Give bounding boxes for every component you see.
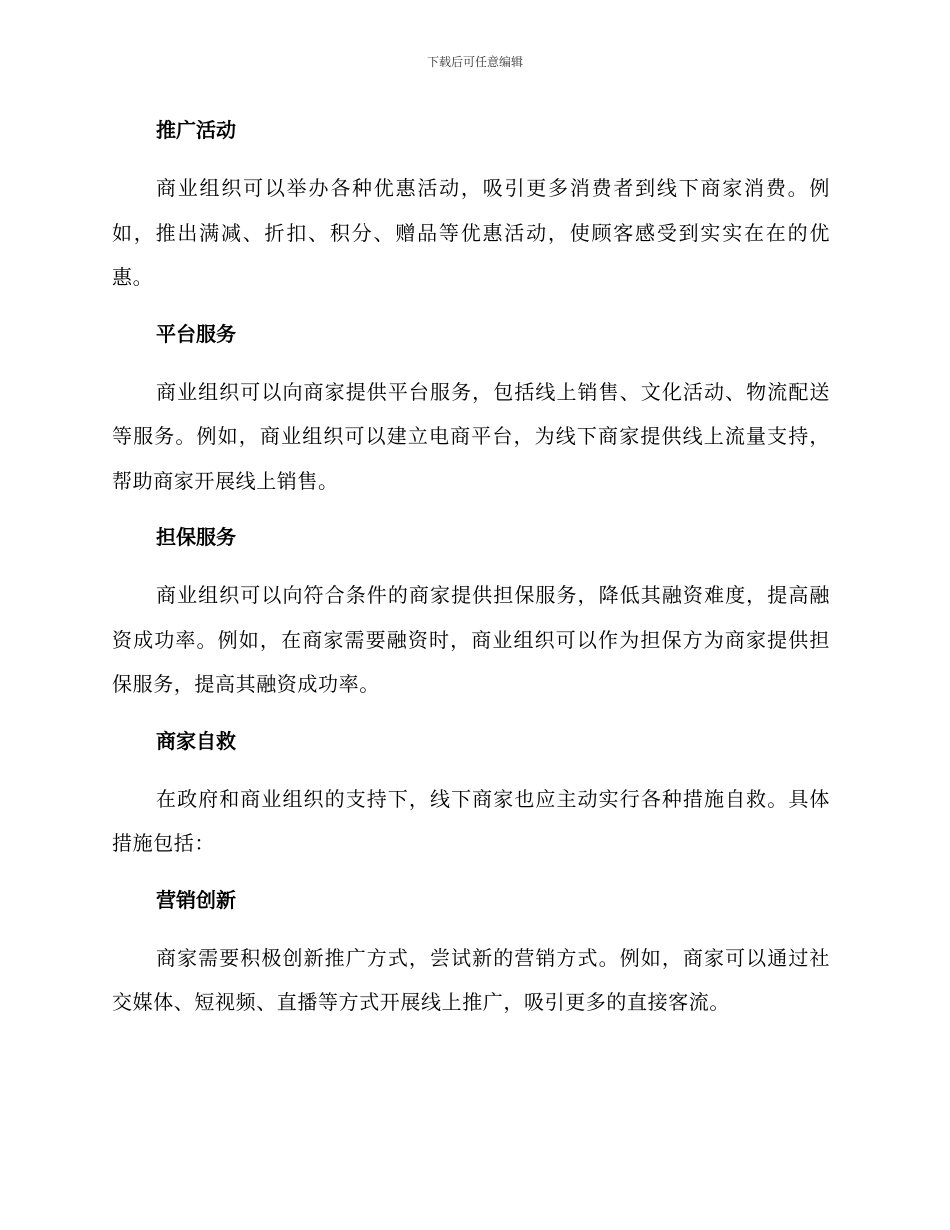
document-body	[112, 110, 830, 1025]
section-paragraph-marketing: 商家需要积极创新推广方式，尝试新的营销方式。例如，商家可以通过社交媒体、短视频、直播等方式开展线上推广，吸引更多的直接客流。	[112, 945, 830, 1014]
section-heading-self-rescue: 商家自救	[156, 728, 236, 753]
section-paragraph-promotion: 商业组织可以举办各种优惠活动，吸引更多消费者到线下商家消费。例如，推出满减、折扣、积分、赠品等优惠活动，使顾客感受到实实在在的优惠。	[112, 176, 830, 289]
section-paragraph-platform: 商业组织可以向商家提供平台服务，包括线上销售、文化活动、物流配送等服务。例如，商业组织可以建立电商平台，为线下商家提供线上流量支持，帮助商家开展线上销售。	[112, 379, 830, 493]
section-heading-promotion: 推广活动	[156, 118, 236, 142]
page-header: 下载后可任意编辑	[426, 55, 523, 69]
section-heading-guarantee: 担保服务	[156, 525, 236, 549]
section-heading-platform: 平台服务	[156, 321, 236, 346]
section-heading-marketing: 营销创新	[156, 887, 236, 912]
section-paragraph-guarantee: 商业组织可以向符合条件的商家提供担保服务，降低其融资难度，提高融资成功率。例如，在商家需要融资时，商业组织可以作为担保方为商家提供担保服务，提高其融资成功率。	[112, 583, 830, 696]
section-paragraph-self-rescue: 在政府和商业组织的支持下，线下商家也应主动实行各种措施自救。具体措施包括：	[112, 786, 830, 855]
